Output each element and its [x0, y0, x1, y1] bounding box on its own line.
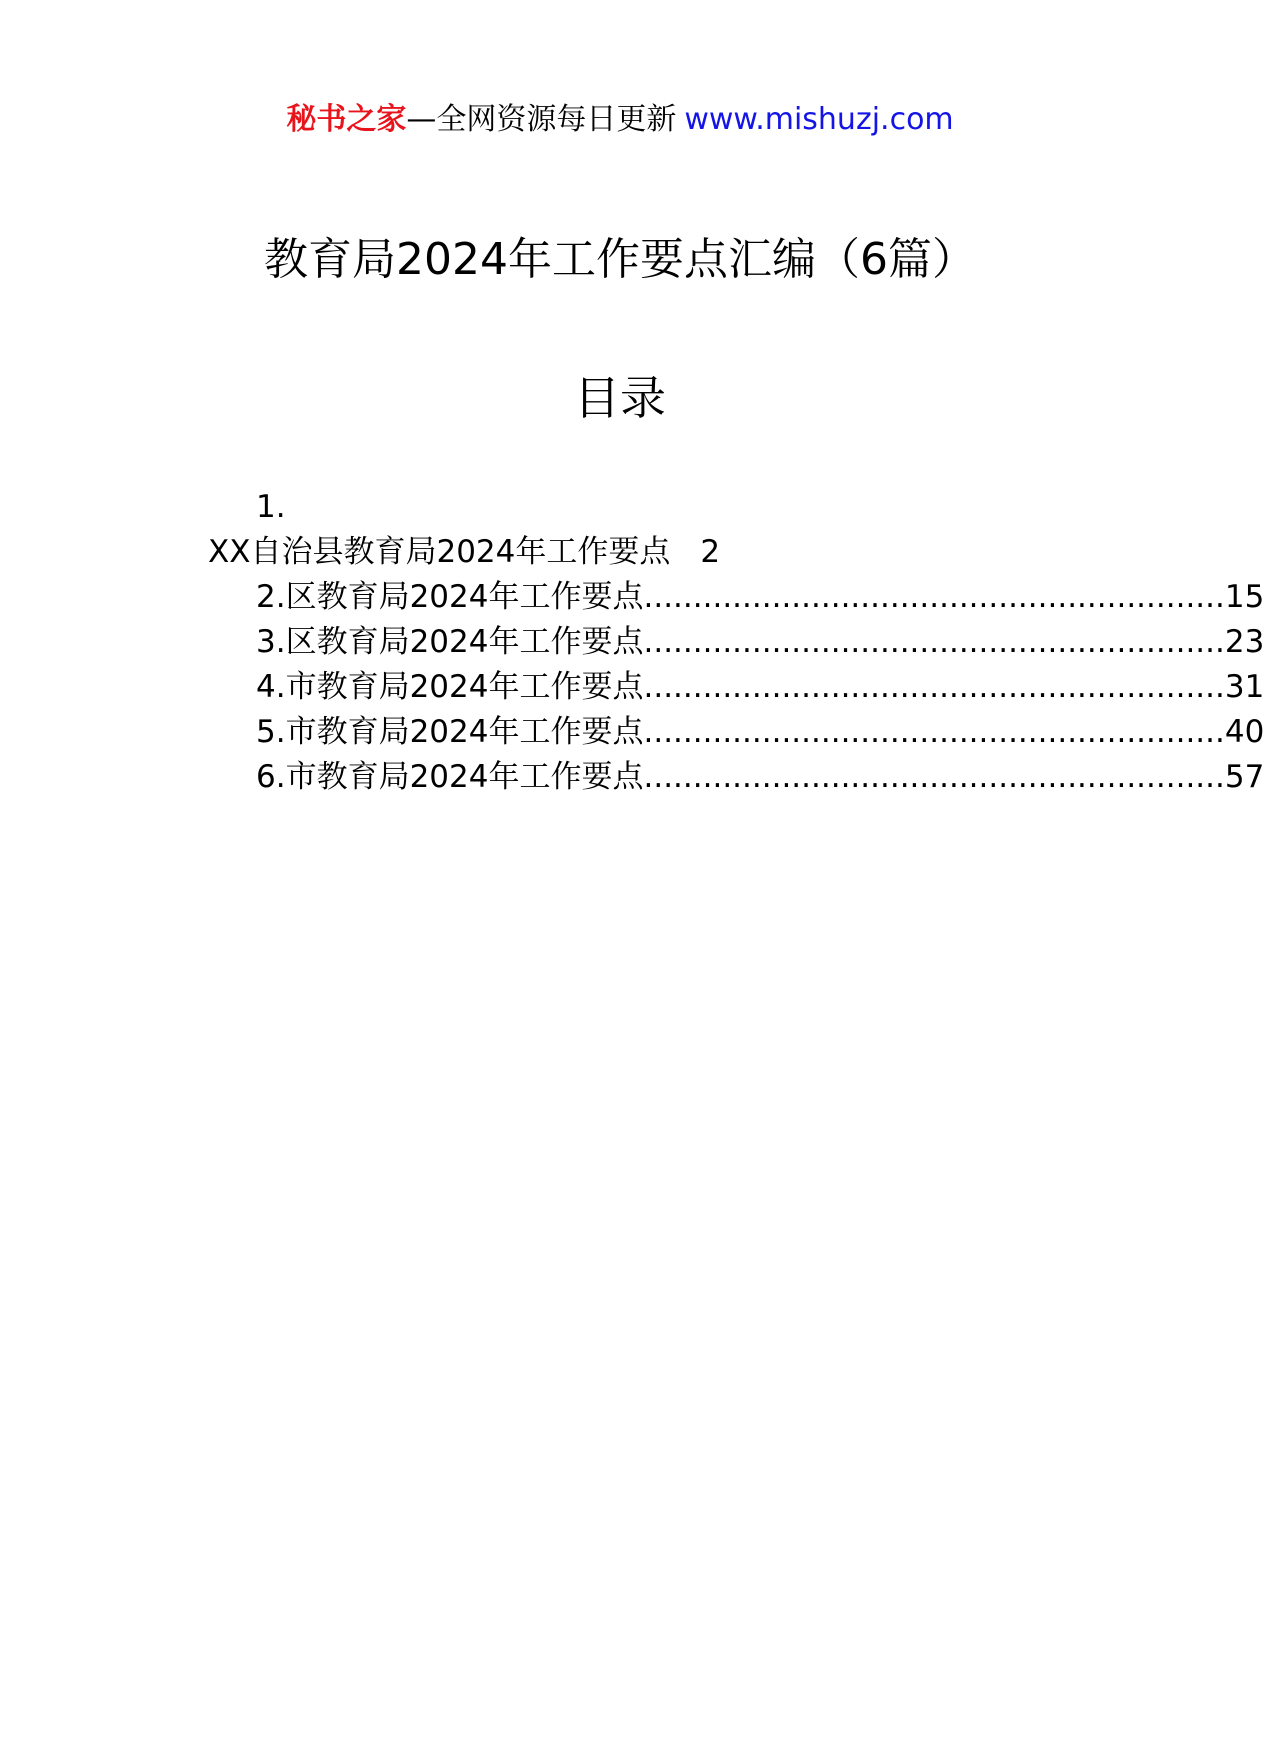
toc-item-1-page: 2: [700, 534, 721, 570]
toc-item-1-label: XX自治县教育局2024年工作要点: [208, 534, 671, 570]
toc-item-3[interactable]: [256, 620, 1264, 665]
document-title: 教育局2024年工作要点汇编（6篇）: [264, 234, 976, 285]
toc-item-label: 市教育局2024年工作要点: [285, 714, 644, 750]
toc-dot-leader: ...........................................................: [643, 714, 1225, 750]
toc-item-1[interactable]: [208, 530, 720, 575]
toc-item-label: 市教育局2024年工作要点: [285, 759, 644, 795]
toc-heading: 目录: [574, 371, 666, 425]
toc-item-number: 5.: [256, 714, 286, 750]
toc-dot-leader: ...........................................................: [643, 579, 1225, 615]
toc-item-5[interactable]: [256, 710, 1264, 755]
toc-dot-leader: ...........................................................: [643, 669, 1225, 705]
toc-item-4[interactable]: [256, 665, 1264, 710]
header-tagline: —全网资源每日更新: [406, 102, 677, 137]
toc-item-page: 15: [1224, 579, 1264, 615]
toc-item-label: 区教育局2024年工作要点: [285, 624, 644, 660]
toc-item-1-number: 1.: [256, 489, 286, 525]
site-header: [0, 100, 1240, 140]
toc-item-number: 3.: [256, 624, 286, 660]
toc-item-page: 57: [1224, 759, 1264, 795]
brand-name: 秘书之家: [286, 102, 407, 137]
toc-dot-leader: ...........................................................: [643, 759, 1225, 795]
toc-item-6[interactable]: [256, 755, 1264, 800]
toc-item-number: 2.: [256, 579, 286, 615]
toc-item-page: 40: [1224, 714, 1264, 750]
toc-item-number: 6.: [256, 759, 286, 795]
site-url-link[interactable]: www.mishuzj.com: [684, 102, 954, 137]
toc-item-page: 23: [1224, 624, 1264, 660]
toc-item-label: 市教育局2024年工作要点: [285, 669, 644, 705]
toc-item-number: 4.: [256, 669, 286, 705]
toc-dot-leader: ...........................................................: [643, 624, 1225, 660]
toc-item-2[interactable]: [256, 575, 1264, 620]
toc-item-page: 31: [1224, 669, 1264, 705]
toc-item-label: 区教育局2024年工作要点: [285, 579, 644, 615]
